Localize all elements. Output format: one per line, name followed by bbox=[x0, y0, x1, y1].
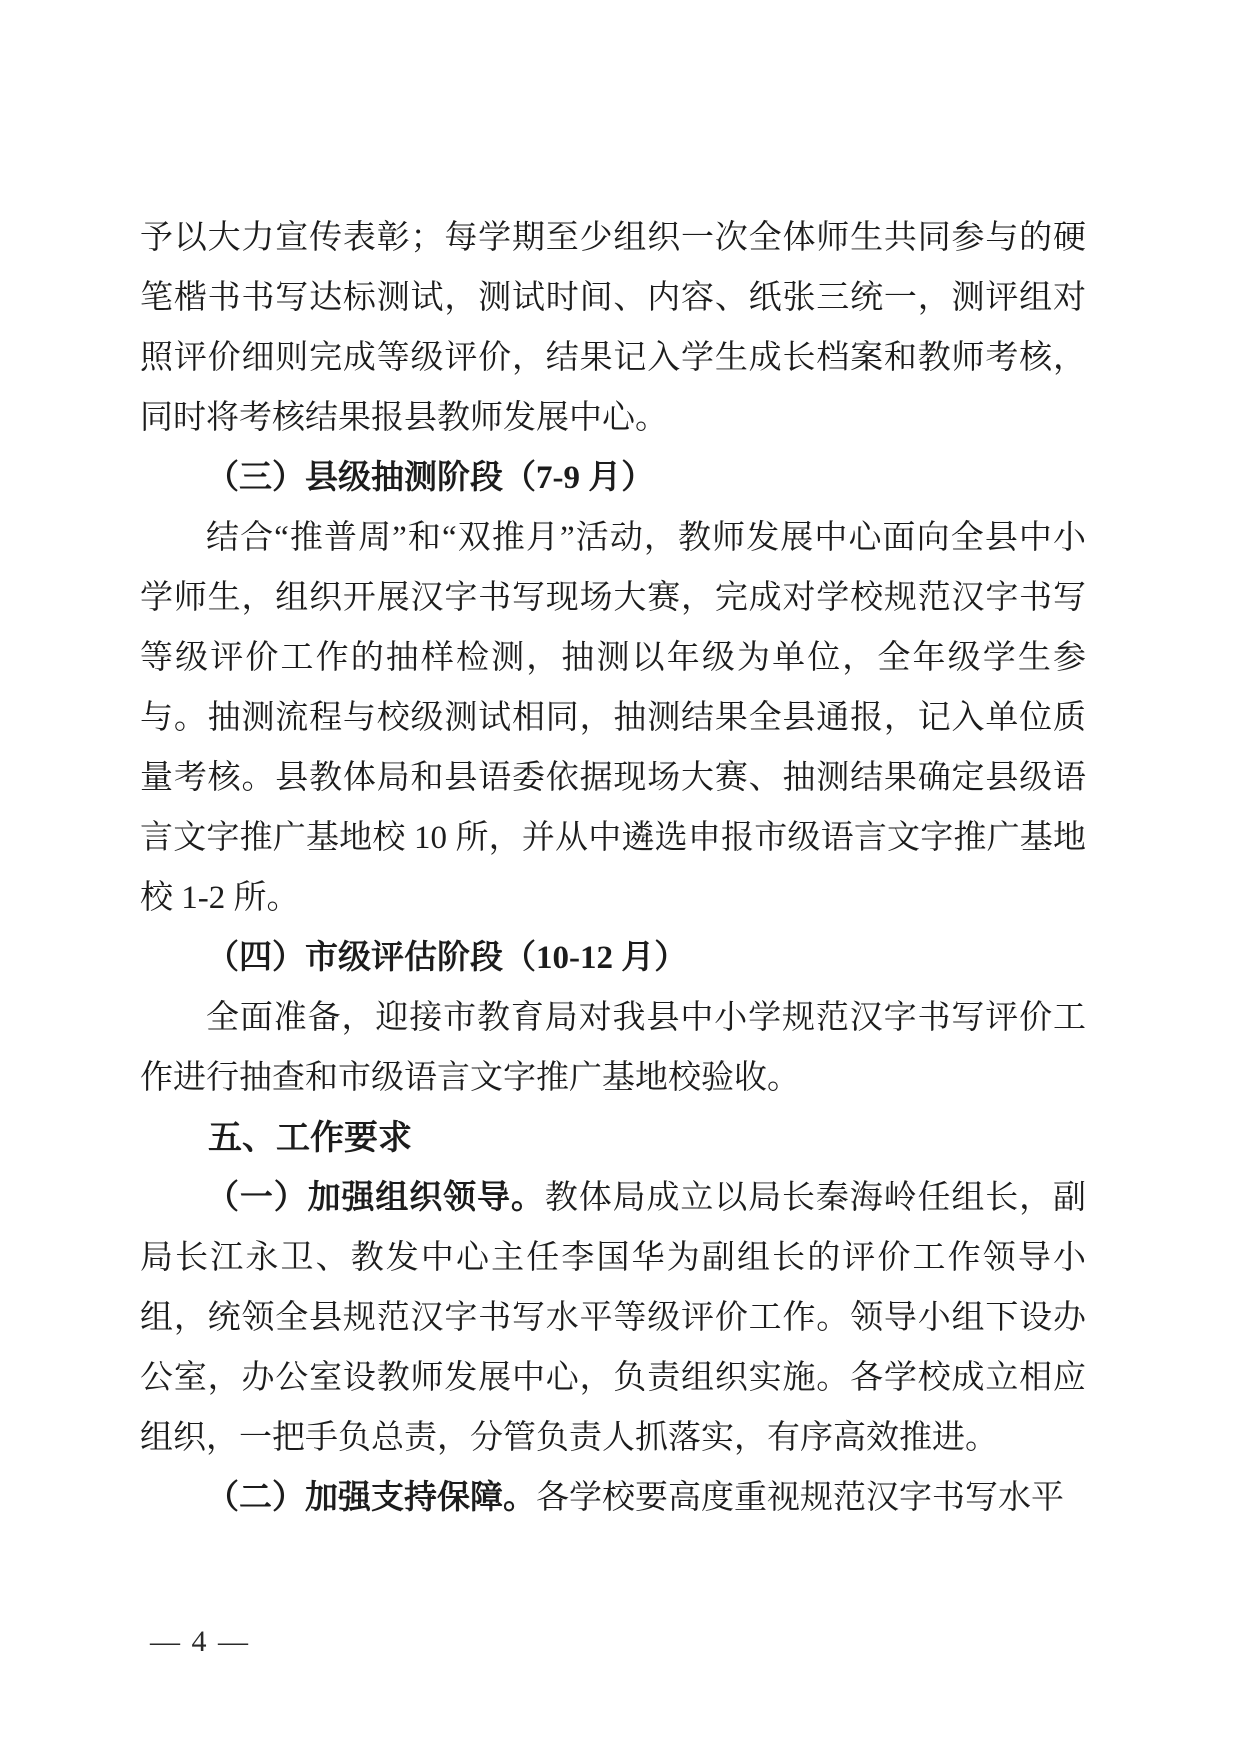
body-paragraph: 结合“推普周”和“双推月”活动，教师发展中心面向全县中小学师生，组织开展汉字书写现场大赛，完成对学校规范汉字书写等级评价工作的抽样检测，抽测以年级为单位，全年级学生参与。抽测流程与校级测试相同，抽测结果全县通报，记入单位质量考核。县教体局和县语委依据现场大赛、抽测结果确定县级语言文字推广基地校 10 所，并从中遴选申报市级语言文字推广基地校 1-2 所。 bbox=[140, 520, 1086, 916]
section5-heading: 五、工作要求 bbox=[208, 1119, 412, 1157]
requirement-2-paragraph bbox=[140, 1468, 1086, 1528]
body-paragraph: 全面准备，迎接市教育局对我县中小学规范汉字书写评价工作进行抽查和市级语言文字推广基地校验收。 bbox=[140, 1000, 1086, 1096]
page-number: — 4 — bbox=[150, 1625, 250, 1658]
requirement-1-paragraph bbox=[140, 1168, 1086, 1468]
stage4-heading: （四）市级评估阶段（10-12 月） bbox=[206, 940, 688, 976]
requirement-2-lead: （二）加强支持保障。 bbox=[206, 1480, 536, 1516]
requirement-1-text: 教体局成立以局长秦海岭任组长，副局长江永卫、教发中心主任李国华为副组长的评价工作领导小组，统领全县规范汉字书写水平等级评价工作。领导小组下设办公室，办公室设教师发展中心，负责组织实施。各学校成立相应组织，一把手负总责，分管负责人抓落实，有序高效推进。 bbox=[140, 1180, 1087, 1456]
requirement-1-lead: （一）加强组织领导。 bbox=[206, 1180, 545, 1216]
page-body-text bbox=[140, 208, 1086, 1528]
requirement-2-text: 各学校要高度重视规范汉字书写水平 bbox=[536, 1480, 1064, 1516]
body-paragraph: 予以大力宣传表彰；每学期至少组织一次全体师生共同参与的硬笔楷书书写达标测试，测试时间、内容、纸张三统一，测评组对照评价细则完成等级评价，结果记入学生成长档案和教师考核，同时将考核结果报县教师发展中心。 bbox=[140, 220, 1086, 436]
stage3-heading: （三）县级抽测阶段（7-9 月） bbox=[206, 460, 655, 496]
